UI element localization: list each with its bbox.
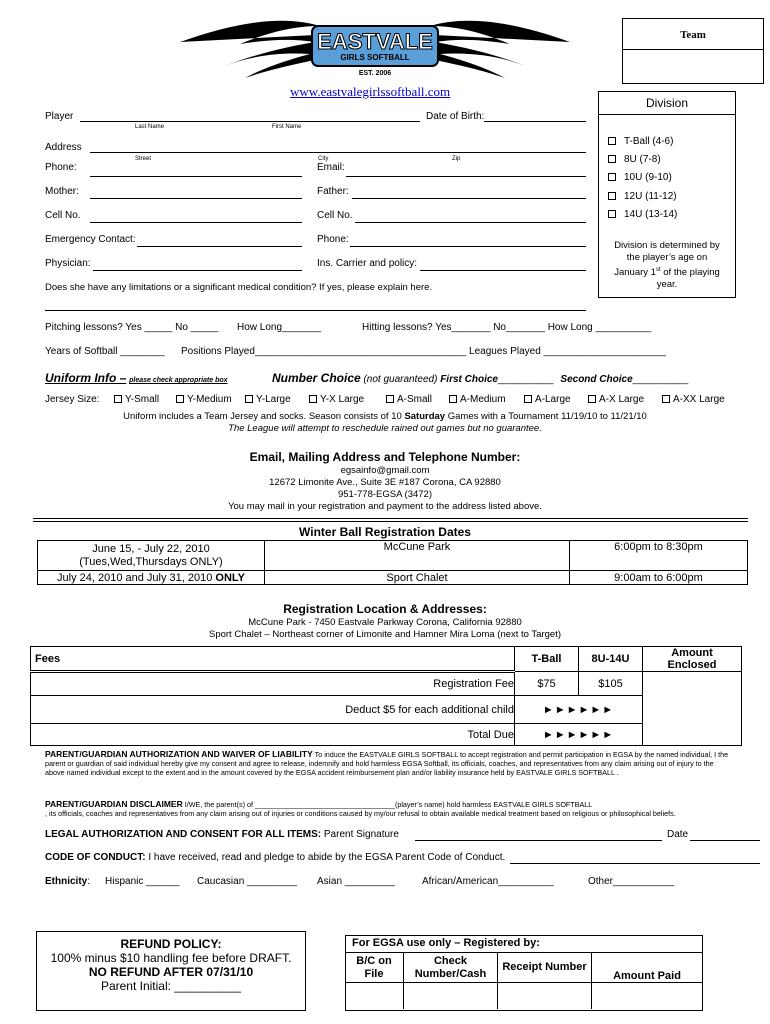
cell2-line[interactable] — [355, 222, 586, 223]
size-option[interactable]: A-Small — [386, 394, 432, 405]
checkbox-icon[interactable] — [608, 192, 616, 200]
checkbox-icon — [588, 395, 596, 403]
disclaimer-paragraph: PARENT/GUARDIAN DISCLAIMER I/WE, the parent(s) of ___________________________________(player’s name) hold harmless EASTVALE GIRLS SOFTBALL , its officials, coaches and representatives from any claim arising out of injuries or conditions caused by my/our refusal to obtain available medical treatment based on religious or philosophical beliefs. — [45, 799, 676, 818]
size-option[interactable]: A-Large — [524, 394, 571, 405]
deduct-arrows: ►►►►►► — [515, 696, 643, 724]
zip-caption: Zip — [452, 156, 461, 162]
bc-header: B/C on File — [345, 953, 404, 983]
location-sport-chalet: Sport Chalet – Northeast corner of Limonite and Hamner Mira Loma (next to Target) — [208, 629, 562, 640]
logo-title: EASTVALE — [317, 29, 433, 54]
legal-row: LEGAL AUTHORIZATION AND CONSENT FOR ALL ITEMS: Parent Signature — [45, 829, 399, 840]
limitations-label: Does she have any limitations or a significant medical condition? If yes, please explain here. — [45, 282, 433, 293]
last-name-caption: Last Name — [135, 124, 165, 130]
registration-fee-other: $105 — [579, 672, 643, 696]
team-box — [622, 18, 764, 84]
winter-time: 9:00am to 6:00pm — [570, 571, 748, 585]
date-label: Date — [667, 829, 689, 840]
mail-note: You may mail in your registration and payment to the address listed above. — [228, 501, 542, 512]
refund-line1: 100% minus $10 handling fee before DRAFT. — [50, 951, 292, 965]
cell1-line[interactable] — [90, 222, 302, 223]
fees-table — [30, 646, 742, 746]
date-line[interactable] — [690, 840, 760, 841]
winter-place: Sport Chalet — [265, 571, 570, 585]
checkbox-icon[interactable] — [608, 210, 616, 218]
ethnicity-option[interactable]: Asian _________ — [317, 876, 395, 887]
table-row — [31, 696, 742, 724]
office-table — [345, 952, 702, 1009]
amount-enclosed-header: Amount Enclosed — [643, 647, 742, 672]
location-mccune: McCune Park - 7450 Eastvale Parkway Corona, California 92880 — [248, 617, 522, 628]
divider — [33, 518, 748, 519]
checkbox-icon — [176, 395, 184, 403]
registration-fee-label: Registration Fee — [31, 672, 515, 696]
emergency-line[interactable] — [137, 246, 302, 247]
mother-label: Mother: — [45, 186, 79, 197]
refund-box — [36, 931, 306, 1011]
team-label: Team — [623, 19, 763, 50]
refund-line3: Parent Initial: __________ — [100, 979, 242, 993]
winter-table — [37, 540, 748, 585]
cell1-label: Cell No. — [45, 210, 81, 221]
jersey-size-label: Jersey Size: — [45, 394, 100, 405]
checkbox-icon — [662, 395, 670, 403]
division-option-10u[interactable]: 10U (9-10) — [608, 172, 672, 183]
emergency-label: Emergency Contact: — [45, 234, 136, 245]
phone2-label: Phone: — [317, 234, 349, 245]
father-label: Father: — [317, 186, 349, 197]
logo-subtitle: GIRLS SOFTBALL — [340, 53, 410, 62]
receipt-header: Receipt Number — [498, 953, 592, 983]
phone-line[interactable] — [90, 176, 302, 177]
refund-title: REFUND POLICY: — [120, 937, 222, 951]
father-line[interactable] — [352, 198, 586, 199]
address-line[interactable] — [90, 152, 586, 153]
ethnicity-option[interactable]: Caucasian _________ — [197, 876, 298, 887]
amount-paid-cell[interactable] — [592, 983, 703, 1009]
bc-cell[interactable] — [345, 983, 404, 1009]
winter-time: 6:00pm to 8:30pm — [570, 541, 748, 571]
positions-leagues: Positions Played______________________________________ Leagues Played ______________________ — [181, 346, 666, 357]
checkbox-icon[interactable] — [608, 137, 616, 145]
8u-14u-header: 8U-14U — [579, 647, 643, 672]
deduct-label: Deduct $5 for each additional child — [31, 696, 515, 724]
fees-label: Fees — [31, 647, 515, 672]
pitching-lessons: Pitching lessons? Yes _____ No _____ — [45, 322, 219, 333]
checkbox-icon — [245, 395, 253, 403]
first-name-caption: First Name — [272, 124, 302, 130]
table-row — [345, 983, 702, 1009]
receipt-cell[interactable] — [498, 983, 592, 1009]
winter-dates: July 24, 2010 and July 31, 2010 ONLY — [38, 571, 265, 585]
player-label: Player — [45, 111, 74, 122]
logo-est: EST. 2006 — [358, 70, 392, 77]
hitting-lessons: Hitting lessons? Yes_______ No_______ How Long __________ — [362, 322, 652, 333]
dob-line[interactable] — [484, 121, 586, 122]
size-option[interactable]: Y-Small — [114, 394, 159, 405]
check-header: Check Number/Cash — [404, 953, 498, 983]
contact-phone: 951-778-EGSA (3472) — [337, 489, 432, 500]
phone2-line[interactable] — [350, 246, 586, 247]
amount-paid-header: Amount Paid — [592, 953, 703, 983]
street-caption: Street — [135, 156, 152, 162]
divider — [33, 521, 748, 522]
amount-enclosed-input[interactable] — [643, 672, 742, 746]
mother-line[interactable] — [90, 198, 302, 199]
waiver-paragraph: PARENT/GUARDIAN AUTHORIZATION AND WAIVER OF LIABILITY To induce the EASTVALE GIRLS SOFTBALL to accept registration and permit participation in EGSA by the named individual, I the parent or guardian of said individual hereby give my consent and agree to release, indemnify and hold harmless EGSA Softball, its officials, coaches, and representatives from any claim arising out of injury to the above named individual except to the extent and in the amount covered by the EGSA accident reimbursement plan and/or liability insurance held by EASTVALE GIRLS SOFTBALL . — [45, 749, 729, 777]
uniform-title-row: Uniform Info – please check appropriate box — [45, 371, 228, 385]
city-caption: City — [318, 156, 329, 162]
address-label: Address — [45, 142, 82, 153]
winter-title: Winter Ball Registration Dates — [299, 525, 471, 539]
table-row — [31, 672, 742, 696]
division-note: Division is determined by the player’s age on January 1st of the playing year. — [614, 240, 720, 291]
eastvale-logo — [170, 4, 580, 82]
table-row — [345, 953, 702, 983]
locations-title: Registration Location & Addresses: — [283, 602, 487, 616]
ethnicity-option[interactable]: Hispanic ______ — [105, 876, 180, 887]
reschedule-note: The League will attempt to reschedule rained out games but no guarantee. — [228, 423, 542, 434]
ethnicity-option[interactable]: Other___________ — [588, 876, 675, 887]
years-of-softball: Years of Softball ________ — [45, 346, 165, 357]
email-line[interactable] — [346, 176, 586, 177]
contact-address: 12672 Limonite Ave., Suite 3E #187 Corona, CA 92880 — [269, 477, 501, 488]
insurance-line[interactable] — [420, 270, 586, 271]
division-option-tball[interactable]: T-Ball (4-6) — [608, 136, 673, 147]
size-option[interactable]: Y-Medium — [176, 394, 232, 405]
division-option-12u[interactable]: 12U (11-12) — [608, 191, 677, 202]
checkbox-icon — [524, 395, 532, 403]
insurance-label: Ins. Carrier and policy: — [317, 258, 418, 269]
table-row — [31, 647, 742, 672]
division-option-14u[interactable]: 14U (13-14) — [608, 209, 677, 220]
winter-dates: June 15, - July 22, 2010 (Tues,Wed,Thursdays ONLY) — [38, 541, 265, 571]
cell2-label: Cell No. — [317, 210, 353, 221]
ethnicity-label: Ethnicity: — [45, 876, 91, 887]
signature-line[interactable] — [415, 840, 662, 841]
player-name-line[interactable] — [80, 121, 420, 122]
checkbox-icon — [386, 395, 394, 403]
table-row — [31, 724, 742, 746]
ethnicity-option[interactable]: African/American__________ — [422, 876, 554, 887]
physician-line[interactable] — [93, 270, 302, 271]
email-label: Email: — [317, 162, 345, 173]
dob-label: Date of Birth: — [426, 111, 485, 122]
division-option-8u[interactable]: 8U (7-8) — [608, 154, 661, 165]
contact-email: egsainfo@gmail.com — [340, 465, 430, 476]
checkbox-icon[interactable] — [608, 173, 616, 181]
total-due-label: Total Due — [31, 724, 515, 746]
limitations-line[interactable] — [45, 310, 586, 311]
office-title: For EGSA use only – Registered by: — [352, 937, 540, 949]
division-title: Division — [598, 91, 736, 115]
size-option[interactable]: A-XX Large — [662, 394, 725, 405]
phone-label: Phone: — [45, 162, 77, 173]
checkbox-icon[interactable] — [608, 155, 616, 163]
table-row — [38, 571, 748, 585]
registration-fee-tball: $75 — [515, 672, 579, 696]
team-input[interactable] — [623, 50, 763, 83]
refund-line2: NO REFUND AFTER 07/31/10 — [88, 965, 254, 979]
website-link[interactable]: www.eastvalegirlssoftball.com — [290, 84, 451, 99]
checkbox-icon — [114, 395, 122, 403]
table-row — [38, 541, 748, 571]
size-option[interactable]: Y-Large — [245, 394, 291, 405]
pitching-how-long: How Long_______ — [237, 322, 321, 333]
tball-header: T-Ball — [515, 647, 579, 672]
conduct-line[interactable] — [510, 863, 760, 864]
physician-label: Physician: — [45, 258, 91, 269]
checkbox-icon — [309, 395, 317, 403]
total-arrows: ►►►►►► — [515, 724, 643, 746]
size-option[interactable]: A-Medium — [449, 394, 506, 405]
size-option[interactable]: A-X Large — [588, 394, 644, 405]
number-choice-row: Number Choice (not guaranteed) First Choice__________ Second Choice__________ — [272, 371, 689, 385]
size-option[interactable]: Y-X Large — [309, 394, 364, 405]
contact-title: Email, Mailing Address and Telephone Number: — [249, 450, 521, 464]
check-cell[interactable] — [404, 983, 498, 1009]
uniform-includes: Uniform includes a Team Jersey and socks. Season consists of 10 Saturday Games with a Tournament 11/19/10 to 11/21/10 — [123, 411, 647, 422]
conduct-row: CODE OF CONDUCT: I have received, read and pledge to abide by the EGSA Parent Code of Conduct. — [45, 852, 506, 863]
winter-place: McCune Park — [265, 541, 570, 571]
checkbox-icon — [449, 395, 457, 403]
